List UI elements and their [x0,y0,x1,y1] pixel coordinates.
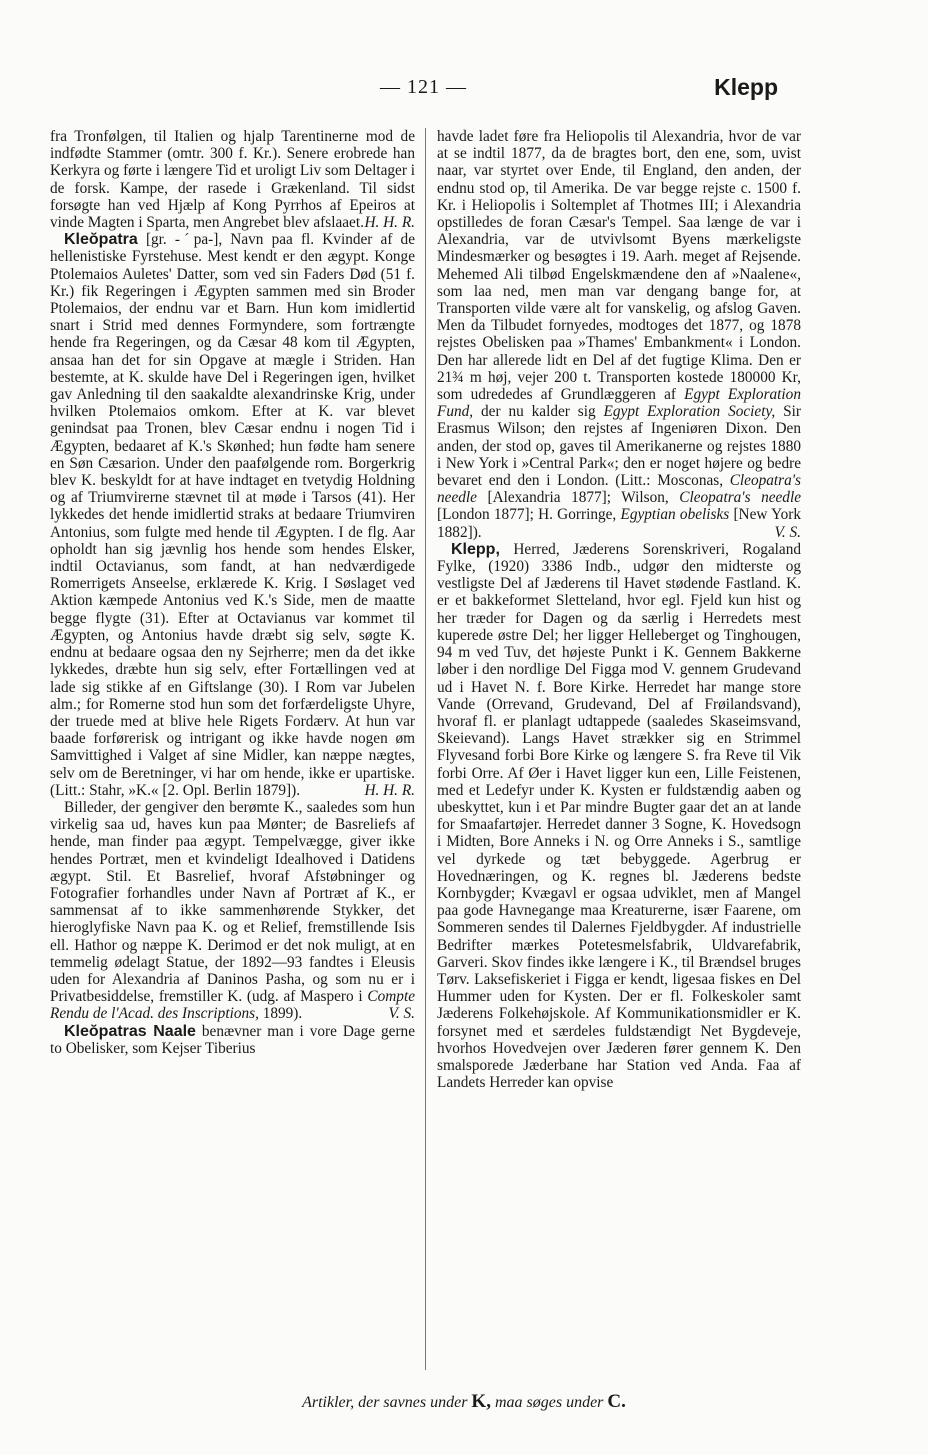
author-signature: H. H. R. [364,781,415,799]
page-footer-note: Artikler, der savnes under K, maa søges under C. [302,1391,626,1412]
klepp-entry: Klepp, Herred, Jæderens Sorenskriveri, Rogaland Fylke, (1920) 3386 Indb., udgør den midterste og vestligste Del af Jæderens til Havet stødende Fastland. K. er et bakkeformet Sletteland, hvor egl. Fjeld kun hist og her træder for Dagen og da særlig i Herredets mest kuperede østre Del; her ligger Helleberget og Tinghougen, 94 m ved Tuv, det højeste Punkt i K. Gennem Bakkerne løber i den nordlige Del Figga mod V. gennem Grudevand ud i Havet N. f. Bore Kirke. Herredet har mange store Vande (Orrevand, Grudevand, Del af Frøilandsvand), hvoraf fl. er planlagt udtappede (saaledes Skaseimsvand, Skeievand). Langs Havet strækker sig en Strimmel Flyvesand forbi Bore Kirke og længere S. fra Reve til Vik forbi Orre. Af Øer i Havet ligger kun een, Lille Feistenen, med et Ledefyr under K. Kysten er fuldstændig aaben og ubeskyttet, kun i et Par mindre Bugter gaar det an at lande for Smaafartøjer. Herredet danner 3 Sogne, K. Hovedsogn i Midten, Bore Anneks i N. og Orre Anneks i S., samtlige vel dyrkede og tæt bebyggede. Agerbrug er Hovednæringen, og K. regnes bl. Jæderens bedste Kornbygder; Kvægavl er ogsaa udviklet, men af Mangel paa gode Havnegange maa Kreaturerne, især Faarene, om Sommeren sendes til Dalernes Fjeldbygder. Af industrielle Bedrifter mærkes Potetesmelsfabrik, Uldvarefabrik, Garveri. Skov findes ikke længere i K., til Brændsel bruges Tørv. Laksefiskeriet i Figga er kendt, ligesaa fiskes en Del Hummer uden for Kysten. Der er fl. Folkeskoler samt Jæderens Folkehøjskole. Af Kommunikationsmidler er K. forsynet med et særdeles fuldstændigt Net Bygdeveje, hvorhos Hovedvejen over Jæderen fører gennem K. Den smalsporede Jæderbane har Station ved Anda. Faa af Landets Herreder kan opvise [437,540,801,1092]
author-signature: H. H. R. [364,214,415,232]
running-headword: Klepp [714,74,778,100]
billeder-paragraph: Billeder, der gengiver den berømte K., saaledes som hun virkelig saa ud, haves kun paa Mønter; de Basreliefs af hende, man finder paa ægypt. Tempelvægge, giver ikke hendes Portræt, men et kvindeligt Idealhoved i Datidens ægypt. Stil. Et Basrelief, hvoraf Afstøbninger og Fotografier forhandles under Navn af Portræt af K., er sammensat af to ikke sammenhørende Stykker, det hieroglyfiske Navn paa K. og et Relief, fremstillende Isis ell. Hathor og næppe K. Derimod er det nok muligt, at en temmelig ødelagt Statue, der 1892—93 fandtes i Eleusis uden for Alexandria af Daninos Pasha, og som nu er i Privatbesiddelse, fremstiller K. (udg. af Maspero i Compte Rendu de l'Acad. des Inscriptions, 1899). V. S. [50,798,415,1023]
kleopatra-entry: Kleŏpatra [gr. -ˊpa-], Navn paa fl. Kvinder af de hellenistiske Fyrstehuse. Mest kendt er den ægypt. Konge Ptolemaios Auletes' Datter, som ved sin Faders Død (51 f. Kr.) fik Regeringen i Ægypten sammen med sin Broder Ptolemaios, der endnu var et Barn. Hun kom imidlertid snart i Strid med dennes Formyndere, som fortrængte hende fra Regeringen, og da Cæsar 48 kom til Ægypten, ansaa han det for sin Opgave at mægle i Striden. Han bestemte, at K. skulde have Del i Regeringen igen, hvilket gav Anledning til den saakaldte alexandrinske Krig, under hvilken Ptolemaios omkom. Efter at K. var blevet genindsat paa Tronen, blev Cæsar endnu i nogen Tid i Ægypten, bedaaret af K.'s Skønhed; hun fødte ham senere en Søn Cæsarion. Under den paafølgende rom. Borgerkrig blev K. beskyldt for at have indtaget en tvetydig Holdning og af Triumvirerne stævnet til at møde i Tarsos (41). Her lykkedes det hende imidlertid straks at bedaare Triumviren Antonius, som fulgte med hende til Ægypten. I de flg. Aar opholdt han sig jævnlig hos hende som hendes Elsker, indtil Octavianus, som fandt, at han nedværdigede Romerrigets Anseelse, erklærede K. Krig. I Søslaget ved Aktion kæmpede Antonius ved K.'s Side, men de maatte begge flygte (31). Efter at Octavianus var kommet til Ægypten, og Antonius havde dræbt sig selv, søgte K. endnu at bedaare ogsaa den ny Sejrherre; men da det ikke lykkedes, dræbte hun sig selv, efter Fortællingen ved at lade sig stikke af en Giftslange (30). I Rom var Jubelen alm.; for Romerne stod hun som det forfærdeligste Uhyre, der truede med at blive hele Rigets Fordærv. At hun var baade forførerisk og intrigant og ikke havde nogen øm Samvittighed i Valget af sine Midler, kan næppe nægtes, selv om de Beretninger, vi har om hende, ikke er upartiske. (Litt.: Stahr, »K.« [2. Opl. Berlin 1879]). H. H. R. [50,231,415,799]
pyrrhos-entry-end: fra Tronfølgen, til Italien og hjalp Tarentinerne mod de indfødte Stammer (omtr. 300 f. Kr.). Senere erobrede han Kerkyra og førte i længere Tid et uroligt Liv som Deltager i de forsk. Kampe, der rasede i Grækenland. Til sidst forsøgte han ved Hjælp af Kong Pyrrhos af Epeiros at vinde Magten i Sparta, men Angrebet blev afslaaet. H. H. R. [50,128,415,232]
entry-headword: Klepp, [451,540,500,558]
entry-headword: Kleŏpatra [64,231,138,249]
page-number: — 121 — [380,76,467,98]
kleopatras-naale-entry: Kleŏpatras Naale benævner man i vore Dage gerne to Obelisker, som Kejser Tiberius [50,1022,415,1057]
author-signature: V. S. [388,1005,415,1023]
right-column [437,128,801,1368]
naale-continuation: havde ladet føre fra Heliopolis til Alexandria, hvor de var at se indtil 1877, da de bragtes bort, den ene, som, uvist naar, var styrtet over Ende, til England, den anden, der endnu stod op, til Amerika. De var begge rejste c. 1500 f. Kr. i Heliopolis i Soltemplet af Thotmes III; i Alexandria opstilledes de foran Cæsar's Tempel. Saa længe de var i Alexandria, var de utvivlsomt Byens mærkeligste Mindesmærker og besøgtes i 19. Aarh. meget af Rejsende. Mehemed Ali tilbød Engelskmændene den af »Naalene«, som laa ned, men man var dengang bange for, at Transporten vilde være alt for vanskelig, og afslog Gaven. Men da Tilbudet fornyedes, modtoges det 1877, og 1878 rejstes Obelisken paa »Thames' Embankment« i London. Den har allerede lidt en Del af det fugtige Klima. Den er 21¾ m høj, vejer 200 t. Transporten kostede 180000 Kr, som udrededes af Grundlæggeren af Egypt Exploration Fund, der nu kalder sig Egypt Exploration Society, Sir Erasmus Wilson; den rejstes af Ingeniøren Dixon. Den anden, der stod op, gaves til Amerikanerne og rejstes 1880 i New York i »Central Park«; den er noget højere og bedre bevaret end den i London. (Litt.: Mosconas, Cleopatra's needle [Alexandria 1877]; Wilson, Cleopatra's needle [London 1877]; H. Gorringe, Egyptian obelisks [New York 1882]). V. S. [437,128,801,541]
left-column [50,128,415,1368]
page-header [0,70,928,106]
entry-headword: Kleŏpatras Naale [64,1022,196,1040]
author-signature: V. S. [774,523,801,541]
column-divider [425,128,426,1370]
